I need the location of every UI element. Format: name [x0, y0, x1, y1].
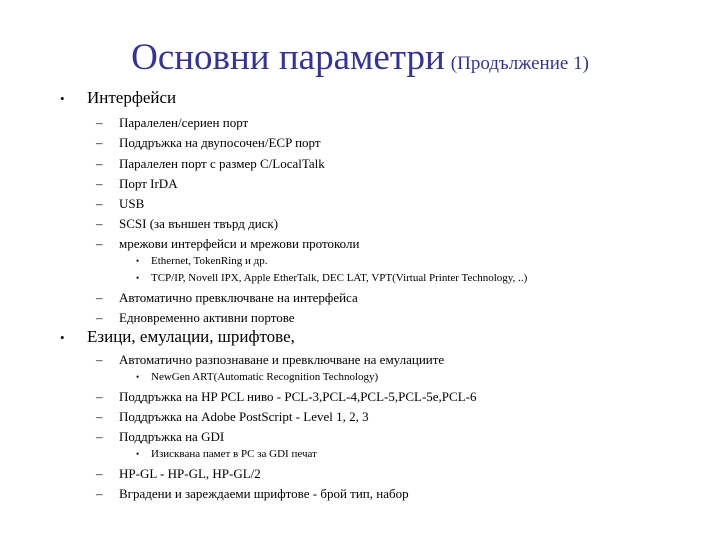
list-item-text: Вградени и зареждаеми шрифтове - брой тип, набор	[119, 486, 409, 501]
dash-marker: –	[96, 429, 103, 444]
list-item-text: Автоматично разпознаване и превключване на емулациите	[119, 352, 445, 367]
dash-marker: –	[96, 290, 103, 305]
list-item-text: USB	[119, 196, 145, 211]
list-item-text: SCSI (за външен твърд диск)	[119, 216, 279, 231]
list-item-text: HP-GL - HP-GL, HP-GL/2	[119, 466, 261, 481]
sub-list-item-text: NewGen ART(Automatic Recognition Technology)	[151, 371, 379, 383]
bullet-marker: •	[136, 256, 140, 266]
dash-marker: –	[96, 135, 103, 150]
list-item-text: Поддръжка на GDI	[119, 429, 225, 444]
bullet-marker: •	[60, 91, 65, 106]
dash-marker: –	[96, 486, 103, 501]
list-item-text: мрежови интерфейси и мрежови протоколи	[119, 236, 360, 251]
sub-list-item-text: Изисквана памет в PC за GDI печат	[151, 448, 317, 460]
sub-list-item-text: Ethernet, TokenRing и др.	[151, 255, 268, 267]
bullet-marker: •	[136, 372, 140, 382]
list-item-text: Поддръжка на двупосочен/ECP порт	[119, 135, 321, 150]
list-item-text: Паралелен порт с размер C/LocalTalk	[119, 156, 325, 171]
dash-marker: –	[96, 196, 103, 211]
bullet-marker: •	[136, 449, 140, 459]
dash-marker: –	[96, 236, 103, 251]
list-item-text: Порт IrDA	[119, 176, 178, 191]
section-languages-heading: Езици, емулации, шрифтове,	[87, 327, 295, 346]
list-item-text: Поддръжка на Adobe PostScript - Level 1, 2, 3	[119, 409, 369, 424]
bullet-marker: •	[136, 273, 140, 283]
dash-marker: –	[96, 352, 103, 367]
bullet-marker: •	[60, 330, 65, 345]
dash-marker: –	[96, 156, 103, 171]
dash-marker: –	[96, 389, 103, 404]
list-item-text: Паралелен/сериен порт	[119, 115, 249, 130]
section-interfaces-heading: Интерфейси	[87, 88, 177, 107]
list-item-text: Автоматично превключване на интерфейса	[119, 290, 358, 305]
slide-title-subtitle: (Продължение 1)	[450, 53, 589, 74]
slide-title-main: Основни параметри	[131, 37, 445, 78]
dash-marker: –	[96, 409, 103, 424]
slide-title	[0, 36, 720, 79]
sub-list-item-text: TCP/IP, Novell IPX, Apple EtherTalk, DEC LAT, VPT(Virtual Printer Technology, ..)	[151, 272, 528, 284]
dash-marker: –	[96, 310, 103, 325]
dash-marker: –	[96, 216, 103, 231]
dash-marker: –	[96, 176, 103, 191]
dash-marker: –	[96, 115, 103, 130]
list-item-text: Поддръжка на HP PCL ниво - PCL-3,PCL-4,PCL-5,PCL-5e,PCL-6	[119, 389, 477, 404]
dash-marker: –	[96, 466, 103, 481]
list-item-text: Едновременно активни портове	[119, 310, 295, 325]
